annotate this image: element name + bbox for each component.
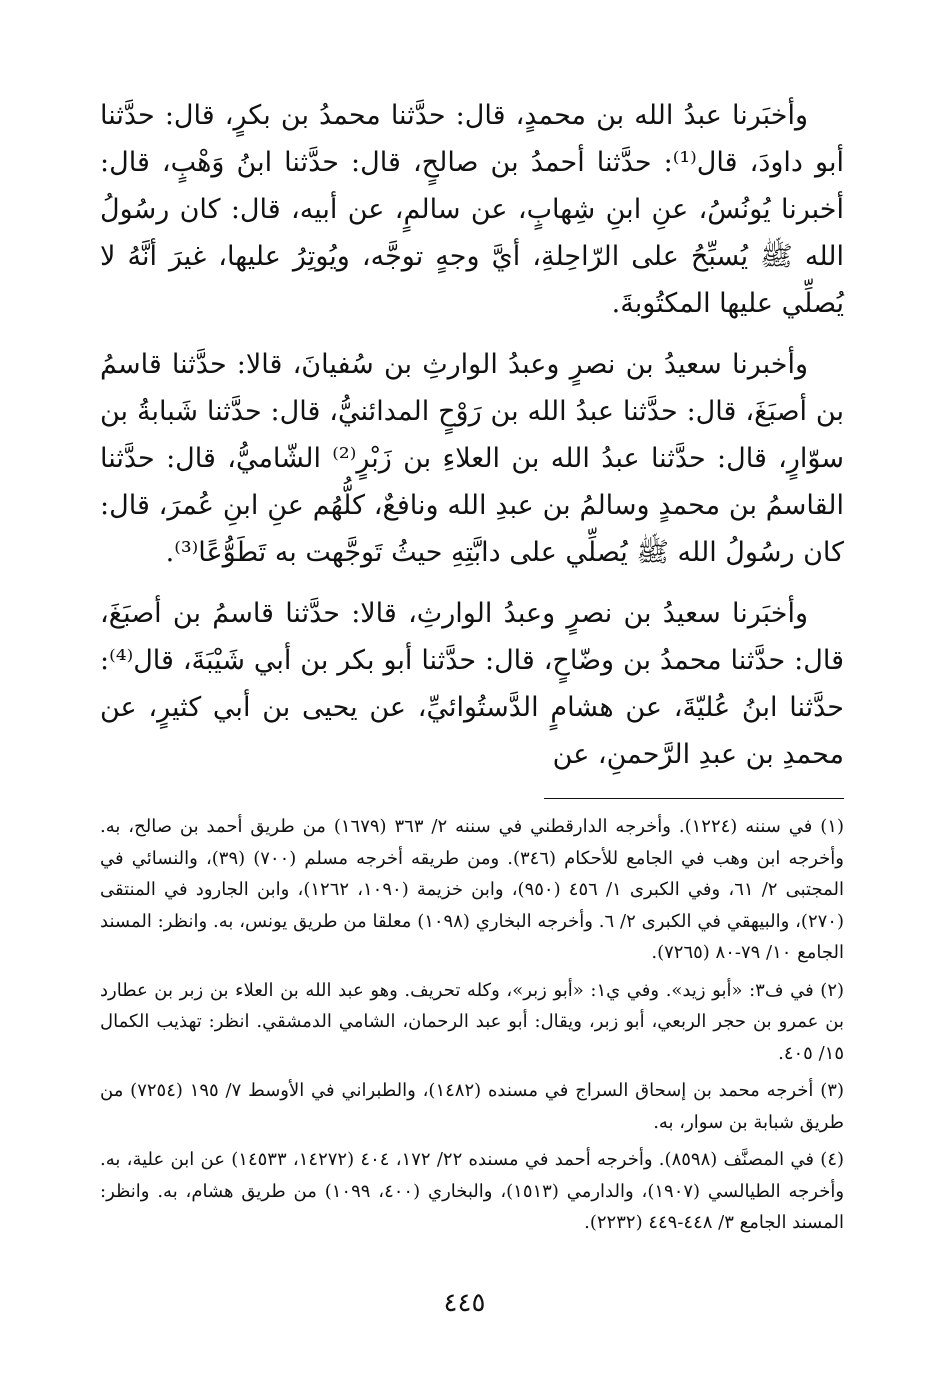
main-paragraph-2: وأخبرنا سعيدُ بن نصرٍ وعبدُ الوارثِ بن سُفيانَ، قالا: حدَّثنا قاسمُ بن أصبَغَ، قال: حدَّثنا عبدُ الله بن رَوْحٍ المدائنيُّ، قال: حدَّثنا شَبابةُ بن سوّارٍ، قال: حدَّثنا عبدُ الله بن العلاءِ بن زَبْرٍ⁽²⁾ الشّاميُّ، قال: حدَّثنا القاسمُ بن محمدٍ وسالمُ بن عبدِ الله ونافعٌ، كلُّهُم عنِ ابنِ عُمرَ، قال: كان رسُولُ الله ﷺ يُصلِّي على دابَّتِهِ حيثُ تَوجَّهت به تَطَوُّعًا⁽³⁾.: [100, 349, 844, 568]
footnotes: [100, 811, 844, 1239]
footnote-4: (٤) في المصنَّف (٨٥٩٨). وأخرجه أحمد في مسنده ٢٢/ ١٧٢، ٤٠٤ (١٤٢٧٢، ١٤٥٣٣) عن ابن علية، به. وأخرجه الطيالسي (١٩٠٧)، والدارمي (١٥١٣)، والبخاري (٤٠٠، ١٠٩٩) من طريق هشام، به. وانظر: المسند الجامع ٣/ ٤٤٨-٤٤٩ (٢٢٣٢).: [100, 1149, 845, 1233]
footnote-3: (٣) أخرجه محمد بن إسحاق السراج في مسنده (١٤٨٢)، والطبراني في الأوسط ٧/ ١٩٥ (٧٢٥٤) من طريق شبابة بن سوار، به.: [100, 1080, 844, 1133]
main-paragraph-1: وأخبَرنا عبدُ الله بن محمدٍ، قال: حدَّثنا محمدُ بن بكرٍ، قال: حدَّثنا أبو داودَ، قال⁽¹⁾: حدَّثنا أحمدُ بن صالحٍ، قال: حدَّثنا ابنُ وَهْبٍ، قال: أخبرنا يُونُسُ، عنِ ابنِ شِهابٍ، عن سالمٍ، عن أبيه، قال: كان رسُولُ الله ﷺ يُسبِّحُ على الرّاحِلةِ، أيَّ وجهٍ توجَّه، ويُوتِرُ عليها، غيرَ أنَّهُ لا يُصلِّي عليها المكتُوبةَ.: [100, 100, 844, 319]
main-paragraph-3: وأخبَرنا سعيدُ بن نصرٍ وعبدُ الوارثِ، قالا: حدَّثنا قاسمُ بن أصبَغَ، قال: حدَّثنا محمدُ بن وضّاحٍ، قال: حدَّثنا أبو بكر بن أبي شَيْبَةَ، قال⁽⁴⁾: حدَّثنا ابنُ عُليّةَ، عن هشامٍ الدَّستُوائيِّ، عن يحيى بن أبي كثيرٍ، عن محمدِ بن عبدِ الرَّحمنِ، عن: [100, 598, 845, 770]
footnote-2: (٢) في ف٣: «أبو زيد». وفي ي١: «أبو زبر»، وكله تحريف. وهو عبد الله بن العلاء بن زبر بن عطارد بن عمرو بن حجر الربعي، أبو زبر، ويقال: أبو عبد الرحمان، الشامي الدمشقي. انظر: تهذيب الكمال ١٥/ ٤٠٥.: [100, 979, 845, 1064]
footnote-divider: [544, 798, 844, 799]
page-number: ٤٤٥: [443, 1288, 486, 1318]
footnote-1: (١) في سننه (١٢٢٤). وأخرجه الدارقطني في سننه ٢/ ٣٦٣ (١٦٧٩) من طريق أحمد بن صالح، به. وأخرجه ابن وهب في الجامع للأحكام (٣٤٦). ومن طريقه أخرجه مسلم (٧٠٠) (٣٩)، والنسائي في المجتبى ٢/ ٦١، وفي الكبرى ١/ ٤٥٦ (٩٥٠)، وابن خزيمة (١٠٩٠، ١٢٦٢)، وابن الجارود في المنتقى (٢٧٠)، والبيهقي في الكبرى ٢/ ٦. وأخرجه البخاري (١٠٩٨) معلقا من طريق يونس، به. وانظر: المسند الجامع ١٠/ ٧٩-٨٠ (٧٢٦٥).: [100, 816, 845, 963]
page-body: [100, 92, 844, 1245]
